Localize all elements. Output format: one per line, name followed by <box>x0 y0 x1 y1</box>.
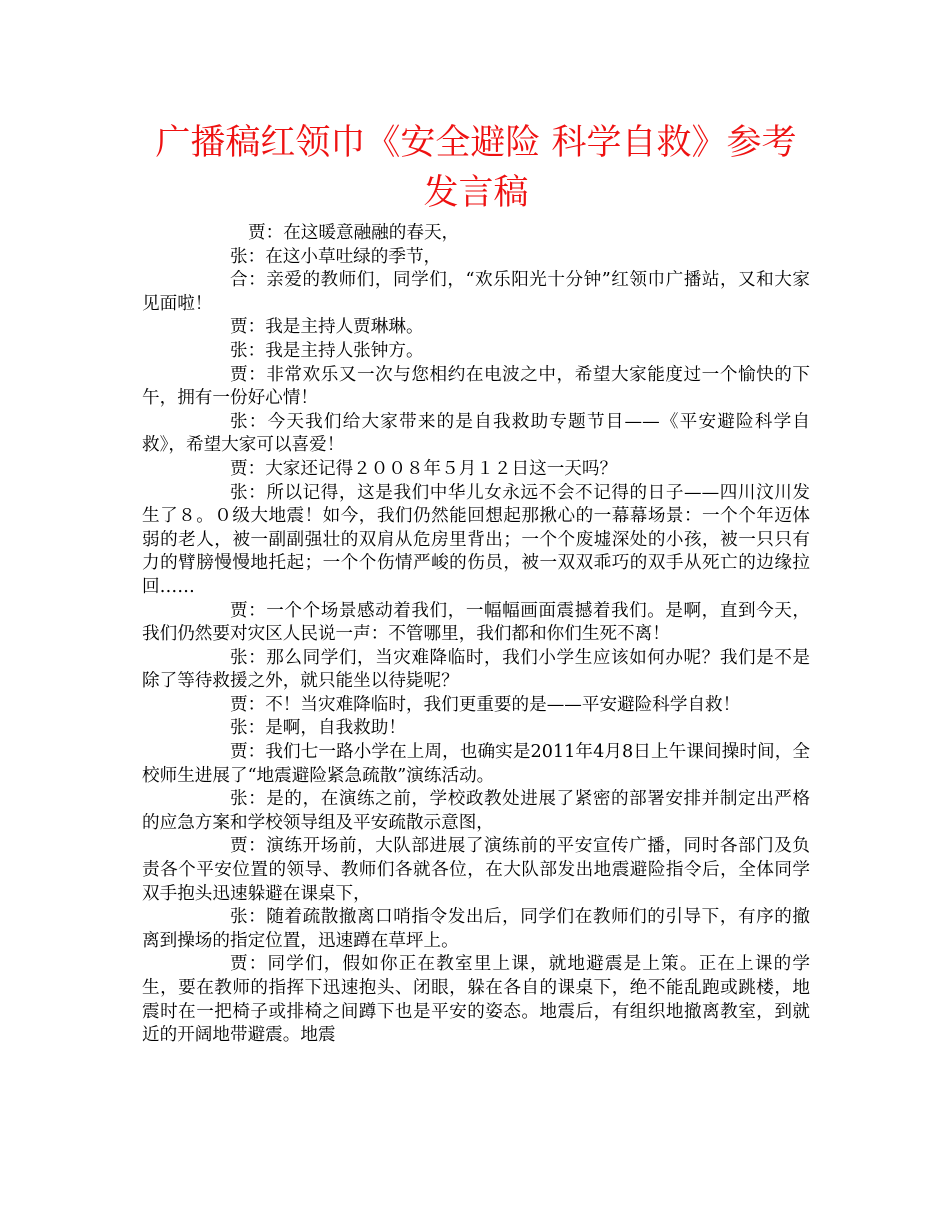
paragraph: 张：是的，在演练之前，学校政教处进展了紧密的部署安排并制定出严格的应急方案和学校领导组及平安疏散示意图， <box>142 789 810 833</box>
paragraph: 张：是啊，自我救助！ <box>230 718 406 739</box>
paragraph: 贾：大家还记得２００８年５月１２日这一天吗？ <box>230 458 618 479</box>
paragraph: 贾：非常欢乐又一次与您相约在电波之中，希望大家能度过一个愉快的下午，拥有一份好心情！ <box>142 364 810 409</box>
paragraph: 张：我是主持人张钟方。 <box>230 340 424 361</box>
paragraph: 合：亲爱的教师们，同学们，“欢乐阳光十分钟”红领巾广播站，又和大家见面啦！ <box>142 270 810 314</box>
paragraph: 贾：在这暖意融融的春天， <box>248 223 460 243</box>
document-title: 广播稿红领巾《安全避险 科学自救》参考发言稿 <box>155 123 797 213</box>
document-body <box>142 222 810 1048</box>
paragraph: 张：随着疏散撤离口哨指令发出后，同学们在教师们的引导下，有序的撤离到操场的指定位置，迅速蹲在草坪上。 <box>142 907 810 951</box>
paragraph: 张：在这小草吐绿的季节， <box>230 246 442 267</box>
paragraph: 贾：我们七一路小学在上周，也确实是2011年4月8日上午课间操时间，全校师生进展了“地震避险紧急疏散”演练活动。 <box>142 742 810 786</box>
paragraph: 贾：演练开场前，大队部进展了演练前的平安宣传广播，同时各部门及负责各个平安位置的领导、教师们各就各位，在大队部发出地震避险指令后，全体同学双手抱头迅速躲避在课桌下， <box>142 836 810 904</box>
paragraph: 张：所以记得，这是我们中华儿女永远不会不记得的日子——四川汶川发生了８。０级大地震！如今，我们仍然能回想起那揪心的一幕幕场景：一个个年迈体弱的老人，被一副副强壮的双肩从危房里背出；一个个废墟深处的小孩，被一只只有力的臂膀慢慢地托起；一个个伤情严峻的伤员，被一双双乖巧的双手从死亡的边缘拉回…… <box>142 482 810 597</box>
paragraph: 张：今天我们给大家带来的是自我救助专题节目——《平安避险科学自救》，希望大家可以喜爱！ <box>142 411 810 456</box>
paragraph: 贾：我是主持人贾琳琳。 <box>230 317 424 338</box>
paragraph: 贾：一个个场景感动着我们，一幅幅画面震撼着我们。是啊，直到今天，我们仍然要对灾区人民说一声：不管哪里，我们都和你们生死不离！ <box>142 600 810 645</box>
paragraph: 贾：同学们，假如你正在教室里上课，就地避震是上策。正在上课的学生，要在教师的指挥下迅速抱头、闭眼，躲在各自的课桌下，绝不能乱跑或跳楼，地震时在一把椅子或排椅之间蹲下也是平安的姿态。地震后，有组织地撤离教室，到就近的开阔地带避震。地震 <box>142 954 810 1046</box>
paragraph: 张：那么同学们，当灾难降临时，我们小学生应该如何办呢？我们是不是除了等待救援之外，就只能坐以待毙呢？ <box>142 647 810 692</box>
paragraph: 贾：不！当灾难降临时，我们更重要的是——平安避险科学自救！ <box>230 694 741 715</box>
